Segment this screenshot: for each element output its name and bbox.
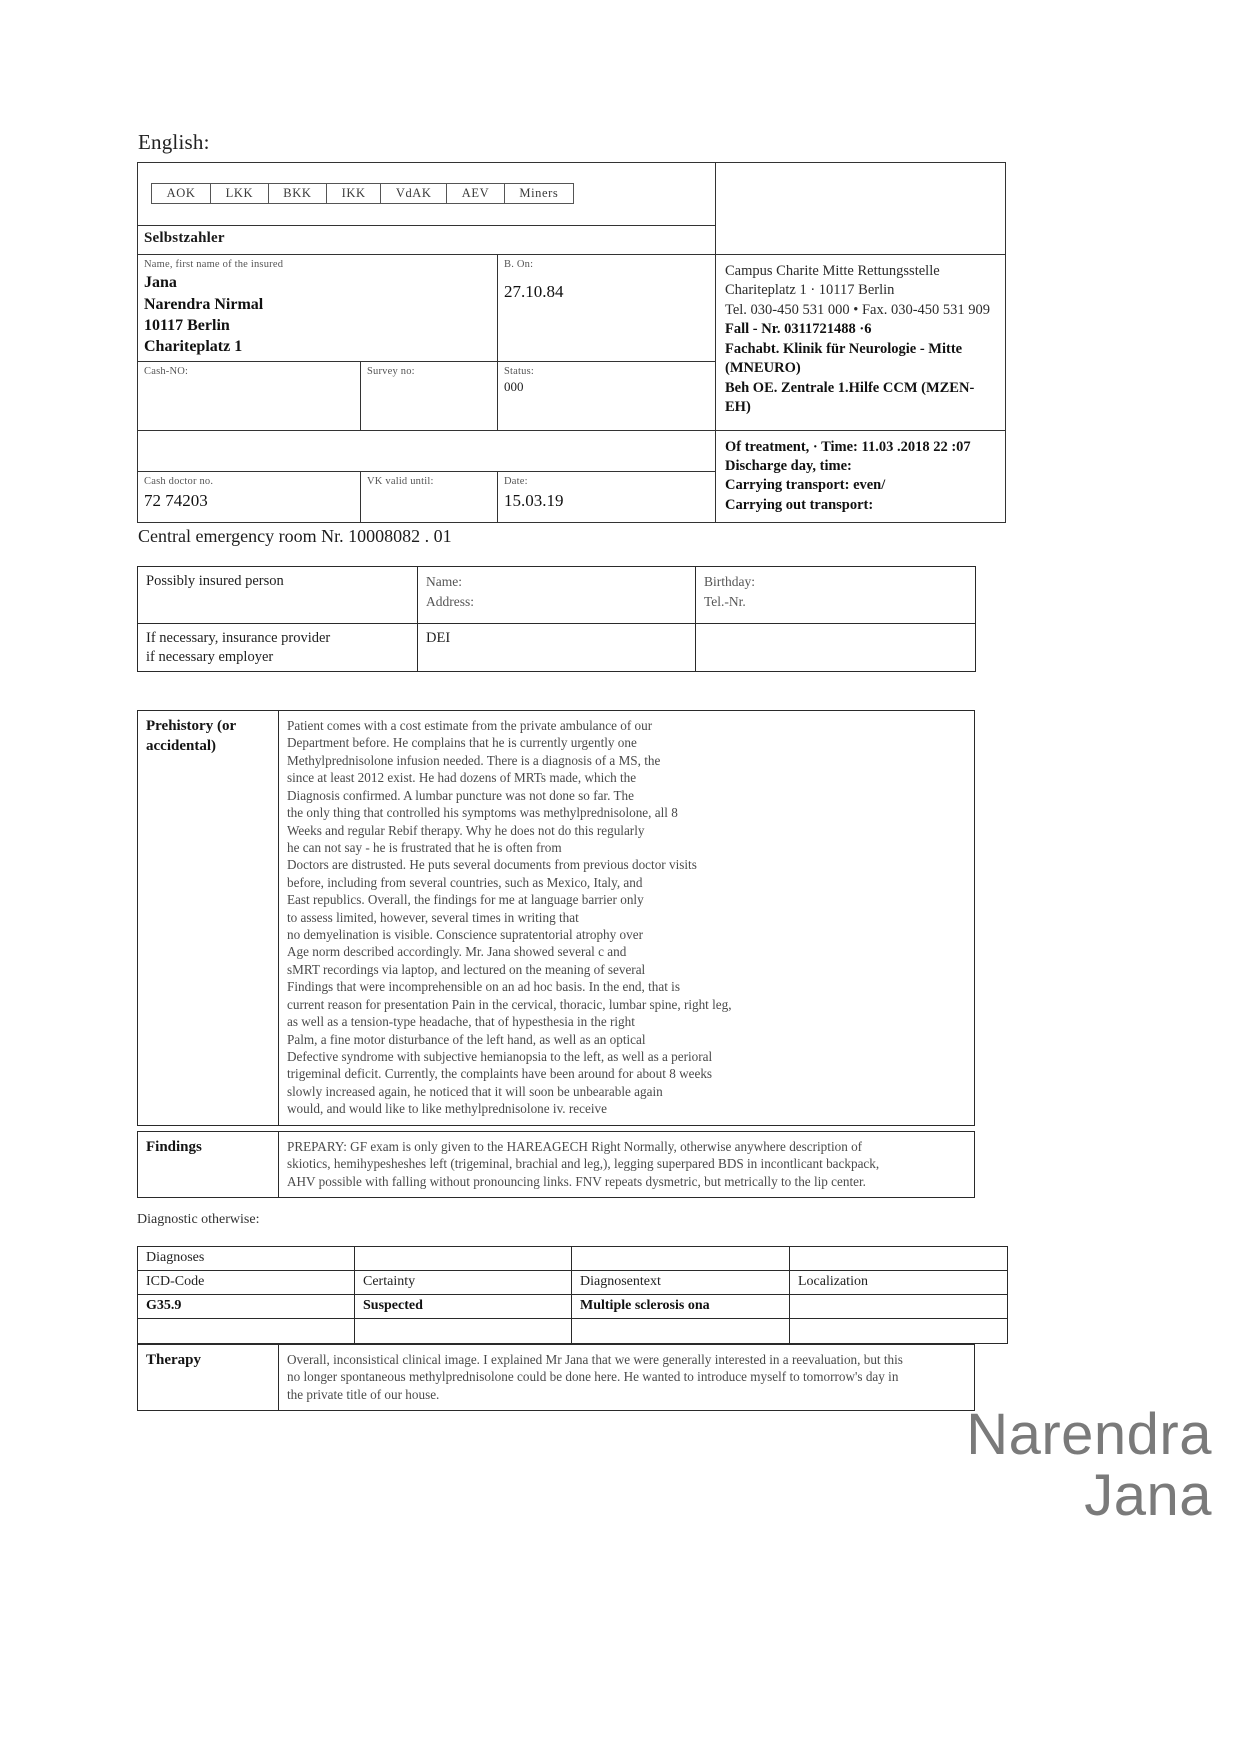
diagnostic-otherwise-label: Diagnostic otherwise: (137, 1212, 260, 1227)
treatment-times-cell (716, 430, 1006, 523)
status-label: Status: (504, 365, 534, 377)
prehistory-line: Age norm described accordingly. Mr. Jana showed several c and (287, 944, 627, 960)
name-label: Name: (426, 574, 462, 589)
signature-block (652, 1404, 1212, 1527)
therapy-line: no longer spontaneous methylprednisolone could be done here. He wanted to introduce myself to tomorrow's day in (287, 1369, 899, 1385)
prehistory-line: no demyelination is visible. Conscience supratentorial atrophy over (287, 927, 643, 943)
prehistory-line: the only thing that controlled his symptoms was methylprednisolone, all 8 (287, 805, 678, 821)
central-emergency-room-title: Central emergency room Nr. 10008082 . 01 (138, 526, 452, 546)
birthdate-cell (498, 255, 716, 362)
cash-doctor-no-cell[interactable] (138, 472, 361, 523)
header-icd-code: ICD-Code (138, 1271, 355, 1295)
language-label: English: (138, 130, 210, 154)
carrying-out-transport: Carrying out transport: (725, 496, 874, 513)
prehistory-line: Palm, a fine motor disturbance of the left hand, as well as an optical (287, 1031, 646, 1047)
prehistory-line: before, including from several countries, such as Mexico, Italy, and (287, 874, 643, 890)
fund-type-aev[interactable]: AEV (447, 184, 505, 203)
clinic-address-cell (716, 255, 1006, 431)
prehistory-line: Methylprednisolone infusion needed. There is a diagnosis of a MS, the (287, 752, 661, 768)
prehistory-line: sMRT recordings via laptop, and lectured on the meaning of several (287, 961, 646, 977)
prehistory-line: Patient comes with a cost estimate from the private ambulance of our (287, 718, 653, 733)
diagnoses-table (137, 1246, 1008, 1344)
fund-type-miners[interactable]: Miners (519, 186, 559, 200)
fund-type-ikk[interactable]: IKK (327, 184, 381, 203)
date-cell[interactable] (498, 472, 716, 523)
cell-empty-1 (138, 1319, 355, 1344)
findings-line: AHV possible with falling without pronouncing links. FNV repeats dysmetric, but metrically to the lip center. (287, 1173, 866, 1189)
cell-empty-2 (355, 1319, 572, 1344)
clinic-name: Campus Charite Mitte Rettungsstelle (725, 263, 940, 279)
prehistory-label-line2: accidental) (146, 737, 216, 754)
cell-empty-4 (790, 1319, 1008, 1344)
payer-type-label: Selbstzahler (144, 230, 225, 246)
insured-city: 10117 Berlin (144, 316, 230, 334)
fund-type-strip (151, 183, 574, 204)
table-row (138, 567, 976, 624)
prehistory-line: slowly increased again, he noticed that it will soon be unbearable again (287, 1083, 663, 1099)
insured-lastname: Jana (144, 274, 177, 292)
prehistory-line: Findings that were incomprehensible on an ad hoc basis. In the end, that is (287, 979, 680, 995)
diagnoses-title-blank-2 (355, 1247, 572, 1271)
prehistory-label-cell (138, 711, 279, 1126)
table-row (138, 711, 975, 1126)
findings-line: PREPARY: GF exam is only given to the HAREAGECH Right Normally, otherwise anywhere description of (287, 1139, 863, 1154)
prehistory-text-cell[interactable] (279, 711, 975, 1126)
prehistory-line: trigeminal deficit. Currently, the complaints have been around for about 8 weeks (287, 1066, 713, 1082)
address-label: Address: (426, 593, 474, 609)
birthdate-value: 27.10.84 (504, 282, 564, 302)
payer-type-cell (138, 226, 716, 255)
table-row (138, 1295, 1008, 1319)
therapy-text-cell[interactable] (279, 1345, 975, 1411)
name-address-cell[interactable] (418, 567, 696, 624)
birthday-tel-cell[interactable] (696, 567, 976, 624)
vk-valid-label: VK valid until: (367, 476, 434, 488)
table-row (138, 255, 1006, 362)
prehistory-table (137, 710, 975, 1126)
insurance-provider-employer-cell (138, 624, 418, 672)
prehistory-line: since at least 2012 exist. He had dozens of MRTs made, which the (287, 770, 637, 786)
vk-valid-cell[interactable] (361, 472, 498, 523)
findings-table (137, 1131, 975, 1198)
treatment-start: Of treatment, · Time: 11.03 .2018 22 :07 (725, 438, 971, 455)
prehistory-line: East republics. Overall, the findings for me at language barrier only (287, 892, 644, 908)
prehistory-line: Defective syndrome with subjective hemianopsia to the left, as well as a perioral (287, 1049, 713, 1065)
cash-doctor-no-value: 72 74203 (144, 490, 208, 510)
prehistory-label-line1: Prehistory (or (146, 718, 237, 734)
therapy-label: Therapy (146, 1352, 202, 1368)
therapy-label-cell (138, 1345, 279, 1411)
clinic-street: Chariteplatz 1 · 10117 Berlin (725, 282, 895, 299)
prehistory-line: would, and would like to like methylprednisolone iv. receive (287, 1101, 607, 1117)
prehistory-line: Diagnosis confirmed. A lumbar puncture was not done so far. The (287, 787, 634, 803)
findings-label-cell (138, 1132, 279, 1198)
tel-nr-label: Tel.-Nr. (704, 593, 746, 609)
birthdate-label: B. On: (504, 259, 534, 270)
prehistory-line: Weeks and regular Rebif therapy. Why he does not do this regularly (287, 822, 645, 838)
header-localization: Localization (790, 1271, 1008, 1295)
status-value: 000 (504, 378, 524, 394)
cell-empty-3 (572, 1319, 790, 1344)
signature-first-name: Narendra (966, 1402, 1212, 1467)
insured-name-cell (138, 255, 498, 362)
treating-unit: Beh OE. Zentrale 1.Hilfe CCM (MZEN-EH) (725, 379, 975, 415)
survey-no-label: Survey no: (367, 365, 415, 377)
insured-firstname: Narendra Nirmal (144, 295, 264, 313)
fund-type-aok[interactable]: AOK (152, 184, 211, 203)
table-row (138, 430, 1006, 472)
employer-label: if necessary employer (146, 648, 274, 665)
header-diagnosentext: Diagnosentext (572, 1271, 790, 1295)
possibly-insured-person-cell (138, 567, 418, 624)
header-certainty: Certainty (355, 1271, 572, 1295)
prehistory-line: Doctors are distrusted. He puts several documents from previous doctor visits (287, 857, 697, 873)
diagnoses-title-blank-4 (790, 1247, 1008, 1271)
discharge-time: Discharge day, time: (725, 457, 852, 474)
birthday-label: Birthday: (704, 574, 755, 589)
insured-street: Chariteplatz 1 (144, 338, 243, 356)
therapy-line: the private title of our house. (287, 1386, 440, 1402)
table-row (138, 1132, 975, 1198)
diagnoses-title: Diagnoses (146, 1250, 205, 1265)
cell-certainty: Suspected (355, 1295, 572, 1319)
diagnoses-title-cell (138, 1247, 355, 1271)
blank-spacer-cell (138, 430, 716, 472)
cell-diagnosentext: Multiple sclerosis ona (572, 1295, 790, 1319)
status-cell[interactable] (498, 361, 716, 430)
insurance-provider-value: DEI (426, 630, 451, 646)
department: Fachabt. Klinik für Neurologie - Mitte (MNEURO) (725, 340, 963, 377)
cell-localization (790, 1295, 1008, 1319)
table-row (138, 624, 976, 672)
date-value: 15.03.19 (504, 490, 564, 510)
fund-type-bkk[interactable]: BKK (269, 184, 327, 203)
prehistory-line: as well as a tension-type headache, that of hypesthesia in the right (287, 1014, 635, 1030)
clinic-spacer-cell (716, 163, 1006, 255)
fund-type-lkk[interactable]: LKK (211, 184, 269, 203)
table-row (138, 1319, 1008, 1344)
therapy-line: Overall, inconsistical clinical image. I explained Mr Jana that we were generally interested in a reevaluation, but this (287, 1352, 903, 1367)
survey-no-cell[interactable] (361, 361, 498, 430)
cash-doctor-no-label: Cash doctor no. (144, 476, 214, 488)
cash-no-cell[interactable] (138, 361, 361, 430)
findings-line: skiotics, hemihypesheshes left (trigeminal, brachial and leg,), legging superpared BDS in incontlicant backpack, (287, 1156, 880, 1172)
insurance-provider-label: If necessary, insurance provider (146, 630, 331, 646)
signature-last-name: Jana (1084, 1463, 1212, 1529)
table-row (138, 163, 1006, 226)
prehistory-line: he can not say - he is frustrated that he is often from (287, 839, 562, 855)
table-row (138, 1345, 975, 1411)
prehistory-line: current reason for presentation Pain in the cervical, thoracic, lumbar spine, right leg, (287, 996, 732, 1012)
insurance-header-table (137, 162, 1006, 523)
case-number: Fall - Nr. 0311721488 ·6 (725, 321, 872, 338)
carrying-transport: Carrying transport: even/ (725, 477, 886, 494)
employer-value-cell[interactable] (696, 624, 976, 672)
possibly-insured-person-label: Possibly insured person (146, 573, 284, 589)
cash-no-label: Cash-NO: (144, 365, 189, 377)
prehistory-line: to assess limited, however, several times in writing that (287, 909, 579, 925)
cell-icd-code: G35.9 (138, 1295, 355, 1319)
fund-type-vdak[interactable]: VdAK (381, 184, 447, 203)
therapy-table (137, 1344, 975, 1411)
central-emergency-room-table (137, 566, 976, 672)
clinic-phone: Tel. 030-450 531 000 • Fax. 030-450 531 909 (725, 301, 991, 318)
findings-label: Findings (146, 1139, 202, 1155)
prehistory-line: Department before. He complains that he is currently urgently one (287, 735, 637, 751)
table-row (138, 1247, 1008, 1271)
table-header-row (138, 1271, 1008, 1295)
findings-text-cell[interactable] (279, 1132, 975, 1198)
insurance-provider-value-cell[interactable] (418, 624, 696, 672)
date-label: Date: (504, 476, 528, 488)
insured-name-label: Name, first name of the insured (144, 259, 284, 270)
fund-type-cell (138, 163, 716, 226)
diagnoses-title-blank-3 (572, 1247, 790, 1271)
